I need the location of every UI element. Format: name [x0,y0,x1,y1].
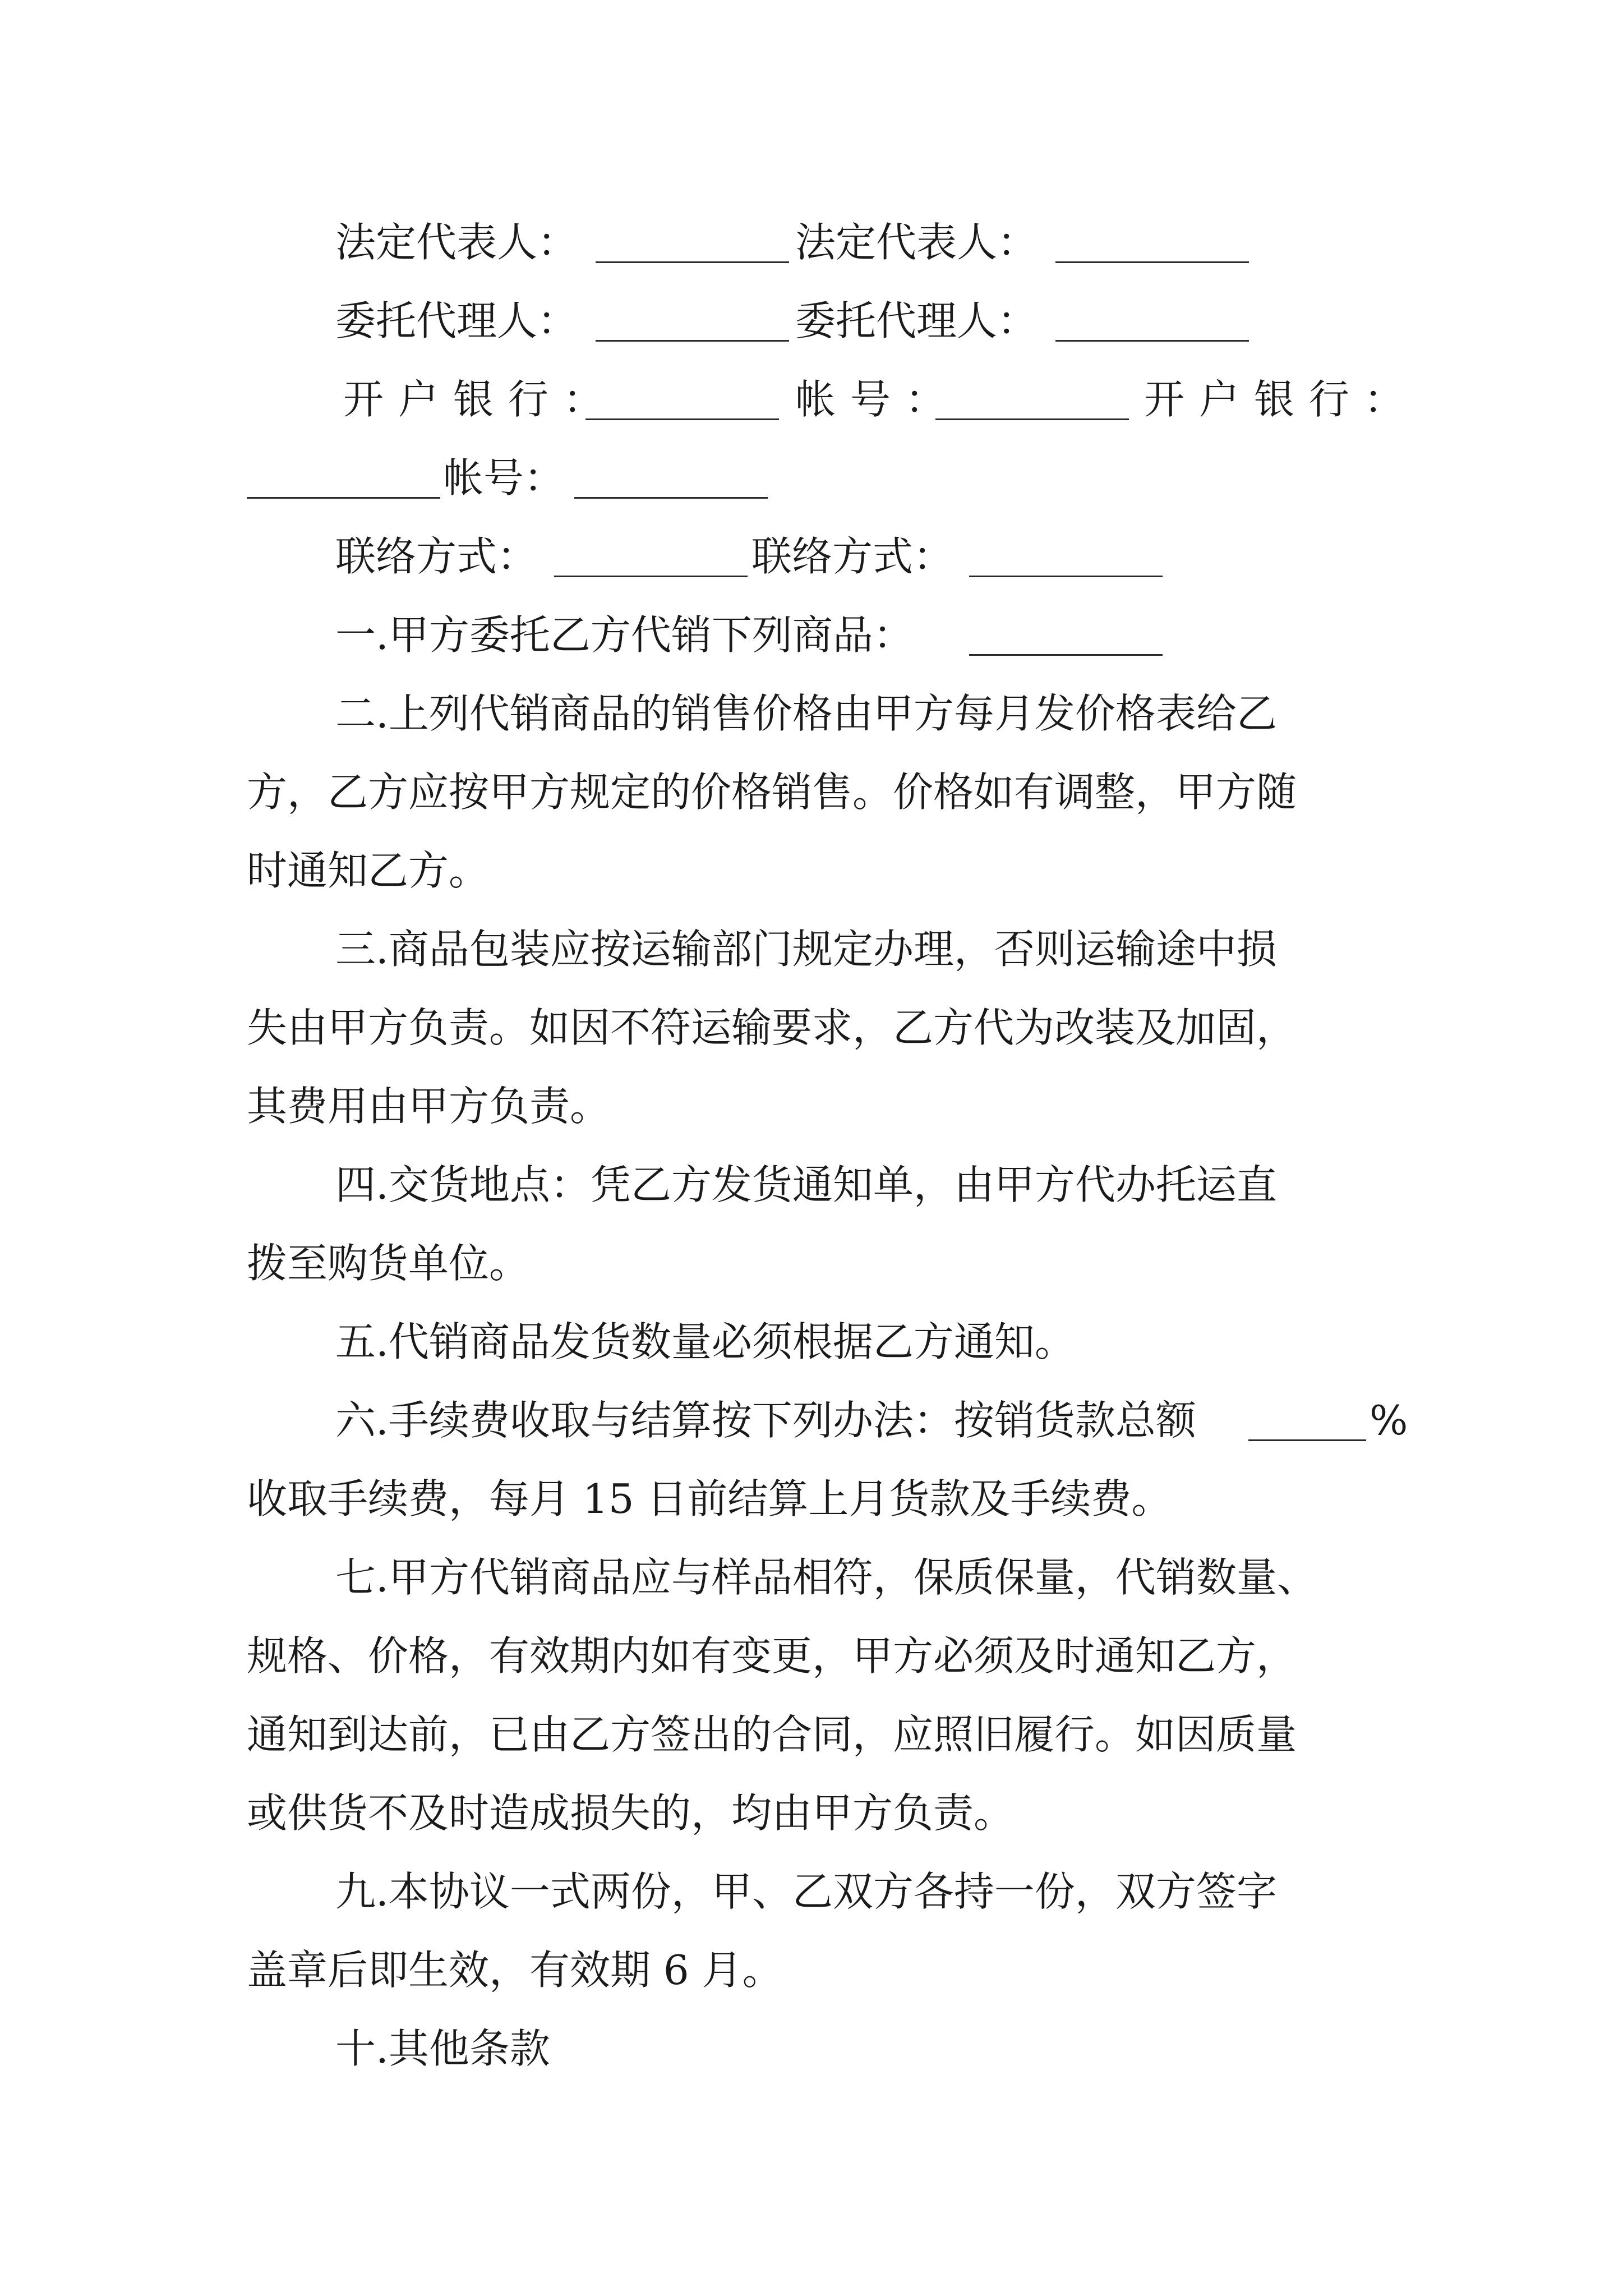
clause-4-line-2 [0,1224,1623,1303]
account-blank-a [935,418,1129,420]
clause-2-text-3: 时通知乙方。 [247,847,490,894]
account-label-b: 帐号： [443,454,565,501]
clause-7-line-4 [0,1774,1623,1852]
bank-account-line [0,360,1623,439]
clause-3-line-1 [0,910,1623,988]
clause-4-text-1: 四.交货地点：凭乙方发货通知单，由甲方代办托运直 [335,1161,1277,1208]
agent-label-a: 委托代理人： [335,297,578,344]
clause-6-text-2: 收取手续费，每月 15 日前结算上月货款及手续费。 [247,1475,1172,1522]
bank-blank-b [247,497,440,499]
clause-5 [0,1303,1623,1381]
bank-account-line-2 [0,439,1623,517]
agent-label-b: 委托代理人： [795,297,1038,344]
bank-blank-a [585,418,779,420]
clause-1 [0,596,1623,674]
clause-7-text-1: 七.甲方代销商品应与样品相符，保质保量，代销数量、 [335,1554,1317,1601]
clause-7-text-4: 或供货不及时造成损失的，均由甲方负责。 [247,1789,1015,1837]
clause-6-line-2 [0,1460,1623,1538]
clause-10-text: 十.其他条款 [335,2025,550,2072]
legal-rep-label-b: 法定代表人： [795,219,1038,266]
clause-7-line-1 [0,1538,1623,1617]
contact-label-b: 联络方式： [751,533,954,580]
clause-7-text-3: 通知到达前，已由乙方签出的合同，应照旧履行。如因质量 [247,1711,1297,1758]
contact-blank-b [969,576,1163,577]
contact-blank-a [554,576,748,577]
clause-3-line-2 [0,988,1623,1067]
clause-6-line-1 [0,1381,1623,1460]
clause-3-text-1: 三.商品包装应按运输部门规定办理，否则运输途中损 [335,926,1277,973]
clause-6-text-1: 六.手续费收取与结算按下列办法：按销货款总额 [335,1397,1196,1444]
account-blank-b [574,497,768,499]
contact-label-a: 联络方式： [335,533,538,580]
clause-3-line-3 [0,1067,1623,1145]
authorized-agent-line [0,282,1623,360]
clause-2-line-1 [0,674,1623,753]
legal-rep-blank-a [596,261,789,263]
clause-4-text-2: 拨至购货单位。 [247,1240,530,1287]
clause-3-text-3: 其费用由甲方负责。 [247,1083,611,1130]
clause-9-text-2: 盖章后即生效，有效期 6 月。 [247,1947,783,1994]
legal-rep-label-a: 法定代表人： [335,219,578,266]
clause-2-line-2 [0,753,1623,831]
bank-label-a: 开户银行： [343,376,619,423]
agent-blank-b [1055,340,1249,342]
legal-representative-line [0,203,1623,282]
clause-9-text-1: 九.本协议一式两份，甲、乙双方各持一份，双方签字 [335,1868,1277,1915]
account-label-a: 帐号： [795,376,961,423]
clause-1-text: 一.甲方委托乙方代销下列商品： [335,611,914,659]
bank-label-b: 开户银行： [1144,376,1419,423]
contact-line [0,517,1623,596]
clause-9-line-2 [0,1931,1623,2009]
clause-9-line-1 [0,1852,1623,1931]
clause-10 [0,2009,1623,2088]
clause-5-text: 五.代销商品发货数量必须根据乙方通知。 [335,1318,1075,1365]
fee-percent-blank [1248,1439,1366,1441]
clause-3-text-2: 失由甲方负责。如因不符运输要求，乙方代为改装及加固， [247,1004,1297,1051]
agent-blank-a [596,340,789,342]
clause-2-text-1: 二.上列代销商品的销售价格由甲方每月发价格表给乙 [335,690,1277,737]
clause-4-line-1 [0,1145,1623,1224]
clause-7-text-2: 规格、价格，有效期内如有变更，甲方必须及时通知乙方， [247,1632,1297,1680]
clause-1-blank [969,654,1163,656]
clause-2-text-2: 方，乙方应按甲方规定的价格销售。价格如有调整，甲方随 [247,769,1297,816]
clause-7-line-3 [0,1695,1623,1774]
legal-rep-blank-b [1055,261,1249,263]
percent-sign: % [1370,1397,1408,1444]
clause-2-line-3 [0,831,1623,910]
clause-7-line-2 [0,1617,1623,1695]
